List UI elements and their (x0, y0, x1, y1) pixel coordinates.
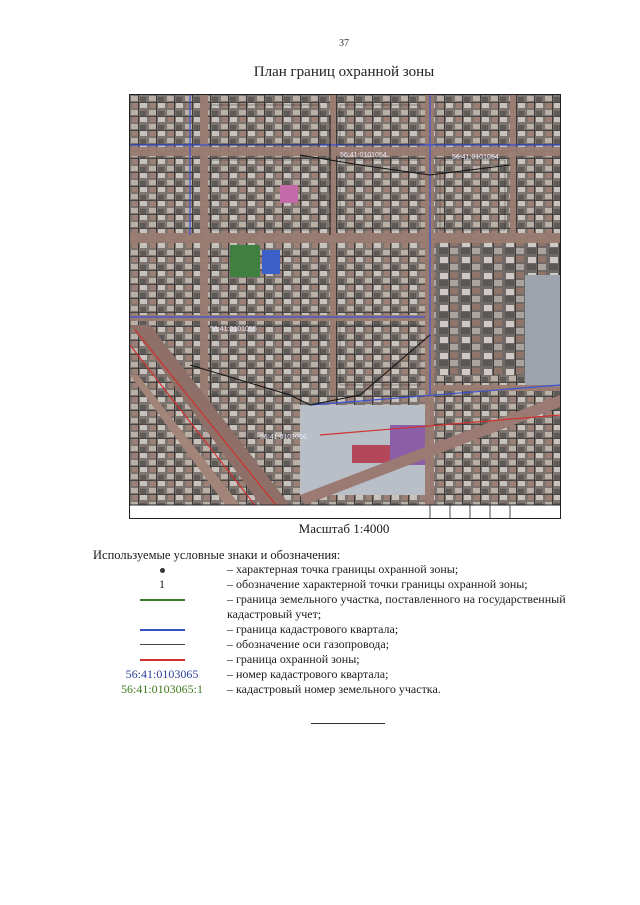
legend-parcel-number: 56:41:0103065:1 (120, 682, 203, 696)
legend-point-number: 1 (159, 577, 165, 591)
legend-item-text: – обозначение оси газопровода; (227, 637, 390, 651)
green-line-icon (140, 599, 185, 601)
signature-line (311, 723, 385, 724)
legend-item-text: – граница охранной зоны; (227, 652, 360, 666)
legend-item-text: – номер кадастрового квартала; (227, 667, 389, 681)
legend-item (92, 592, 602, 622)
page-title: План границ охранной зоны (253, 64, 435, 80)
satellite-map (129, 94, 561, 519)
black-line-icon (140, 644, 185, 645)
legend-item-text: – граница кадастрового квартала; (227, 622, 399, 636)
map-block-label: 56:41:0101055 (210, 326, 257, 333)
map-block-label: 56:41:0101054 (452, 154, 499, 161)
legend-item-text: – кадастровый номер земельного участка. (227, 682, 441, 696)
page-number: 37 (339, 38, 349, 49)
map-block-label: 56:41:0101054 (340, 152, 387, 159)
legend-item-text: – обозначение характерной точки границы охранной зоны; (227, 577, 528, 591)
map-block-label: 56:41:0101056 (260, 434, 307, 441)
legend-heading: Используемые условные знаки и обозначения: (93, 548, 341, 562)
blue-line-icon (140, 629, 185, 631)
legend-item-text: – характерная точка границы охранной зоны; (227, 562, 459, 576)
map-scale-label: Масштаб 1:4000 (298, 521, 390, 536)
dot-icon (160, 568, 165, 573)
legend-item-text: – граница земельного участка, поставленного на государственный кадастровый учет; (227, 592, 566, 621)
legend-quarter-number: 56:41:0103065 (125, 667, 199, 681)
red-line-icon (140, 659, 185, 661)
